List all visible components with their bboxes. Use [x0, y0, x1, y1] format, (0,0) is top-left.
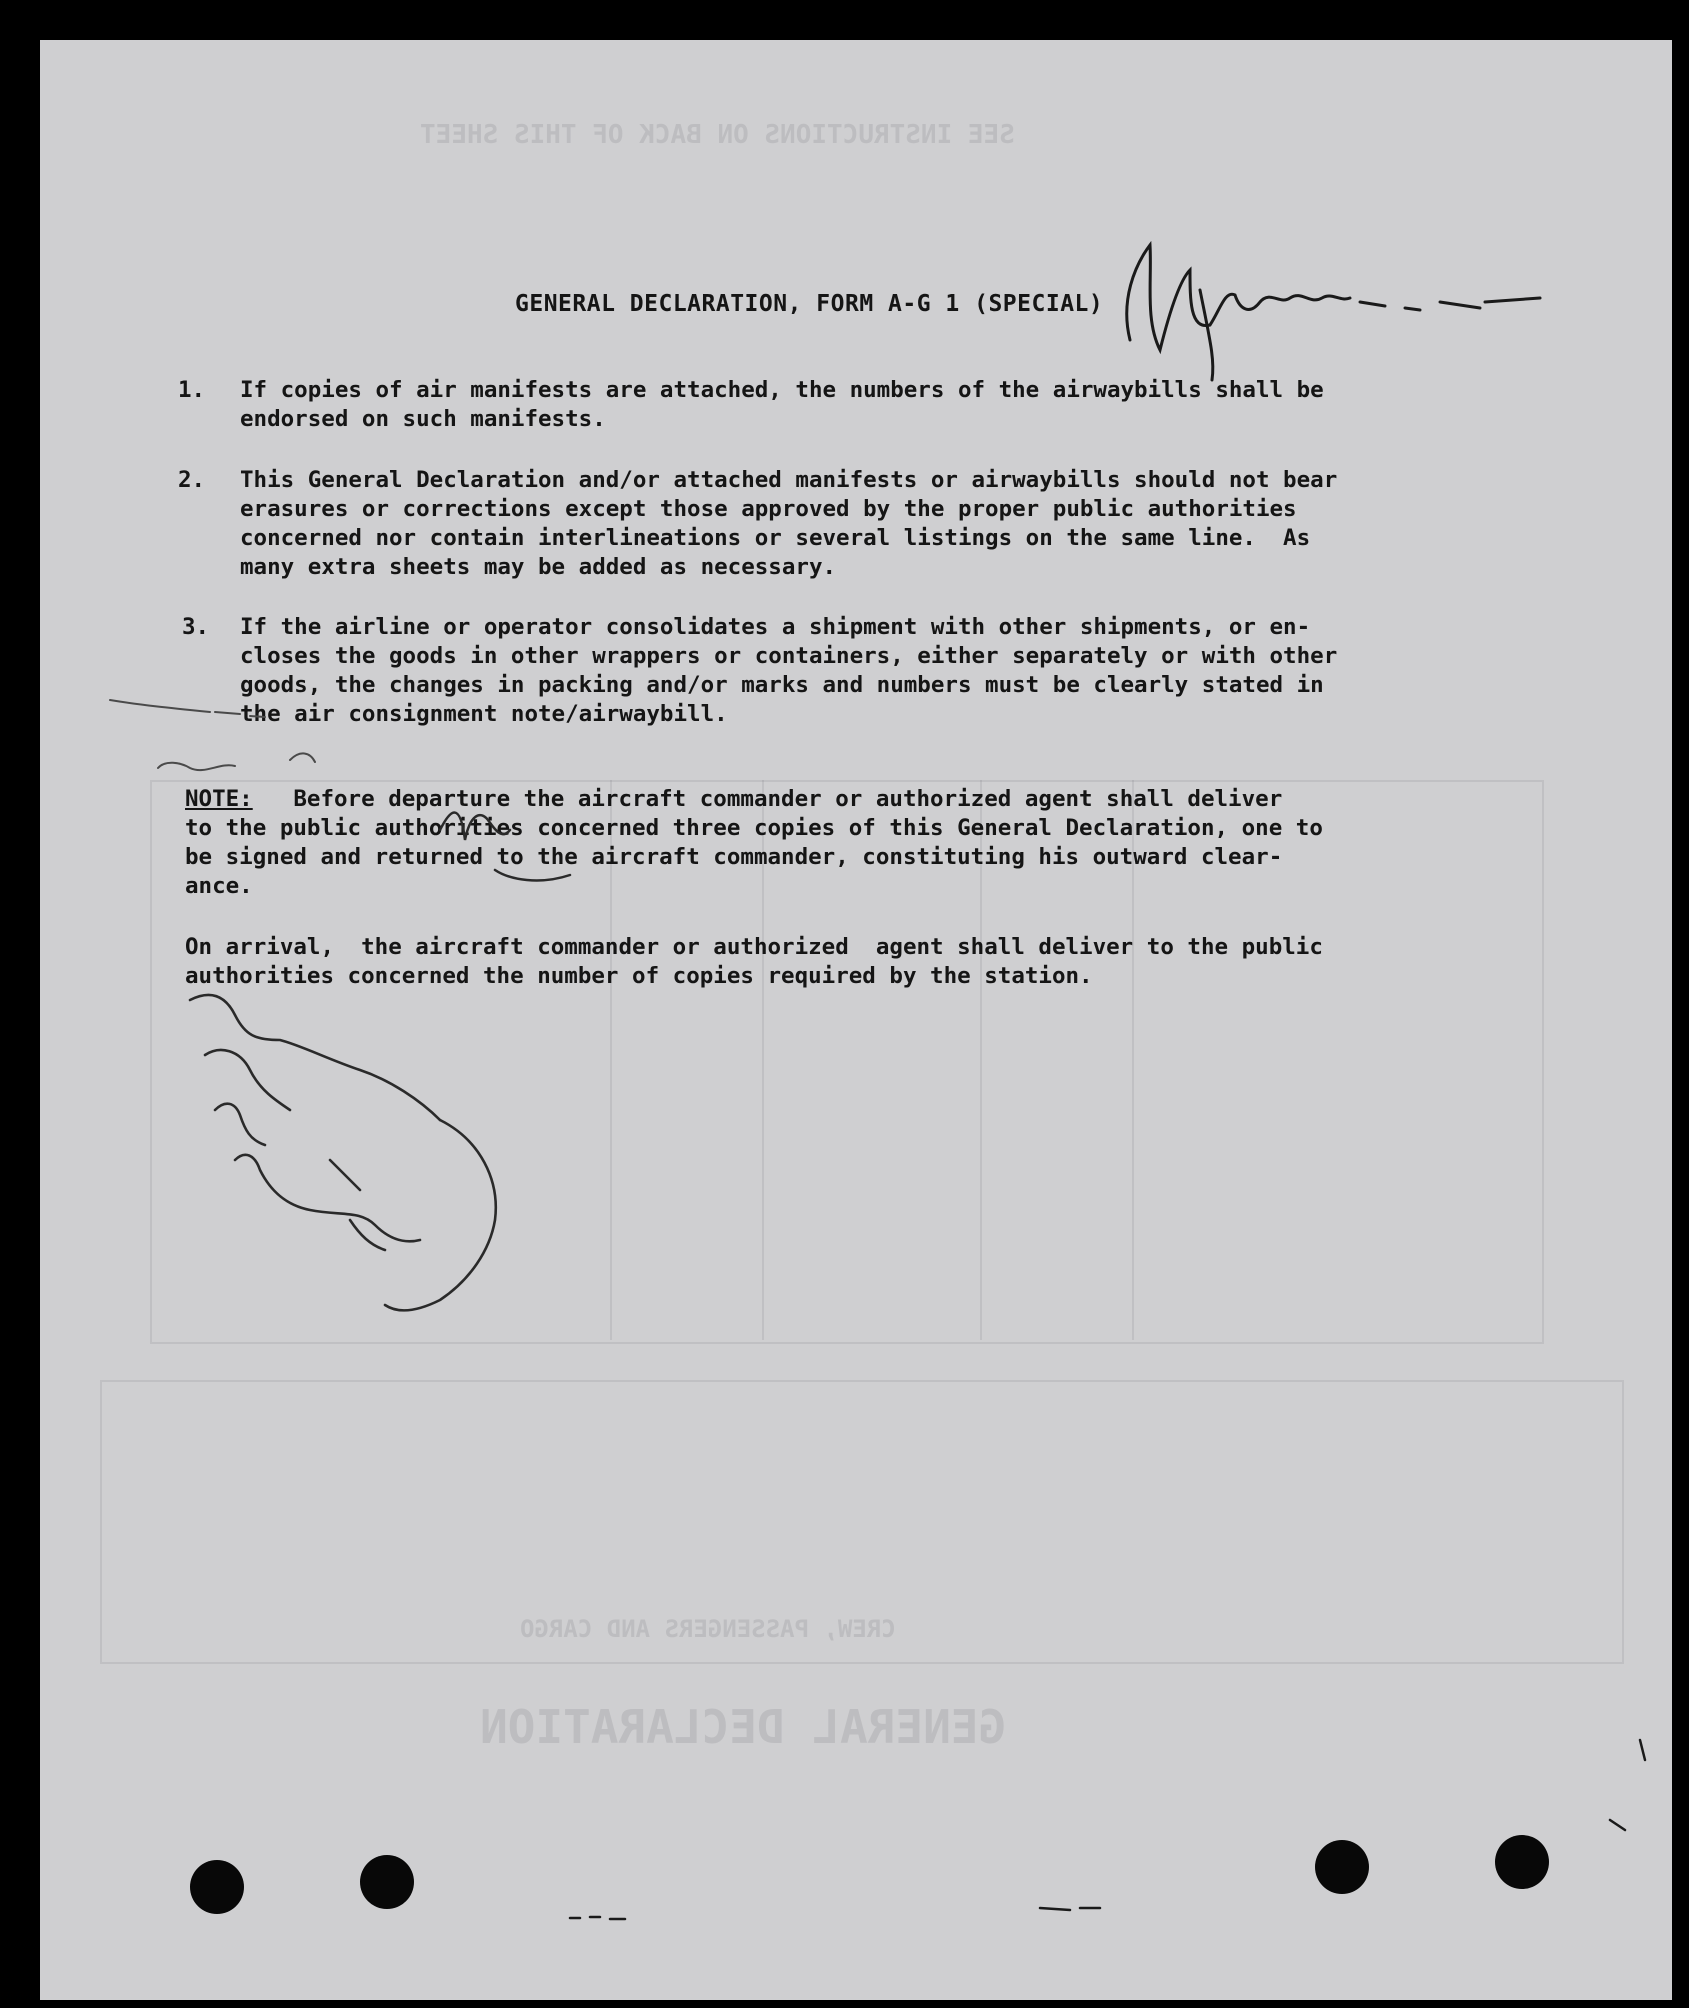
list-item-line: goods, the changes in packing and/or marks and numbers must be clearly stated in [240, 672, 1324, 698]
ghost-top-line: SEE INSTRUCTIONS ON BACK OF THIS SHEET [420, 120, 1015, 150]
initials-scribble [440, 813, 570, 881]
note-label: NOTE: [185, 786, 253, 812]
page-title: GENERAL DECLARATION, FORM A-G 1 (SPECIAL) [515, 291, 1104, 317]
list-item-line: the air consignment note/airwaybill. [240, 701, 728, 727]
arrival-line: On arrival, the aircraft commander or authorized agent shall deliver to the public [185, 934, 1323, 960]
note-first-line-text: Before departure the aircraft commander or authorized agent shall deliver [252, 786, 1283, 812]
stray-marks-bottom [570, 1740, 1645, 1919]
note-line: ance. [185, 873, 253, 899]
punch-hole [1315, 1840, 1369, 1894]
punch-hole [190, 1860, 244, 1914]
list-item-line: many extra sheets may be added as necessary. [240, 554, 837, 580]
list-item-line: If copies of air manifests are attached, the numbers of the airwaybills shall be [240, 377, 1324, 403]
signature-scribble-bottom [190, 995, 496, 1310]
list-item-line: If the airline or operator consolidates a shipment with other shipments, or en- [240, 614, 1311, 640]
handwriting-layer [40, 40, 1672, 2000]
punch-hole [360, 1855, 414, 1909]
list-item-line: erasures or corrections except those approved by the proper public authorities [240, 496, 1297, 522]
list-item-line: concerned nor contain interlineations or several listings on the same line. As [240, 525, 1311, 551]
list-item-number: 1. [178, 377, 206, 403]
list-item-number: 2. [178, 467, 206, 493]
list-item-line: closes the goods in other wrappers or containers, either separately or with other [240, 643, 1338, 669]
list-item-line: endorsed on such manifests. [240, 406, 606, 432]
punch-hole [1495, 1835, 1549, 1889]
arrival-line: authorities concerned the number of copies required by the station. [185, 963, 1093, 989]
handwritten-marks-left [110, 700, 315, 770]
ghost-heading: GENERAL DECLARATION [480, 1700, 1007, 1754]
note-line: to the public authorities concerned three copies of this General Declaration, one to [185, 815, 1323, 841]
ghost-subheading: CREW, PASSENGERS AND CARGO [520, 1615, 896, 1643]
signature-scribble-top [1127, 245, 1540, 380]
list-item-line: This General Declaration and/or attached manifests or airwaybills should not bear [240, 467, 1338, 493]
note-line: be signed and returned to the aircraft commander, constituting his outward clear- [185, 844, 1283, 870]
document-page [40, 40, 1672, 2000]
list-item-number: 3. [182, 614, 210, 640]
